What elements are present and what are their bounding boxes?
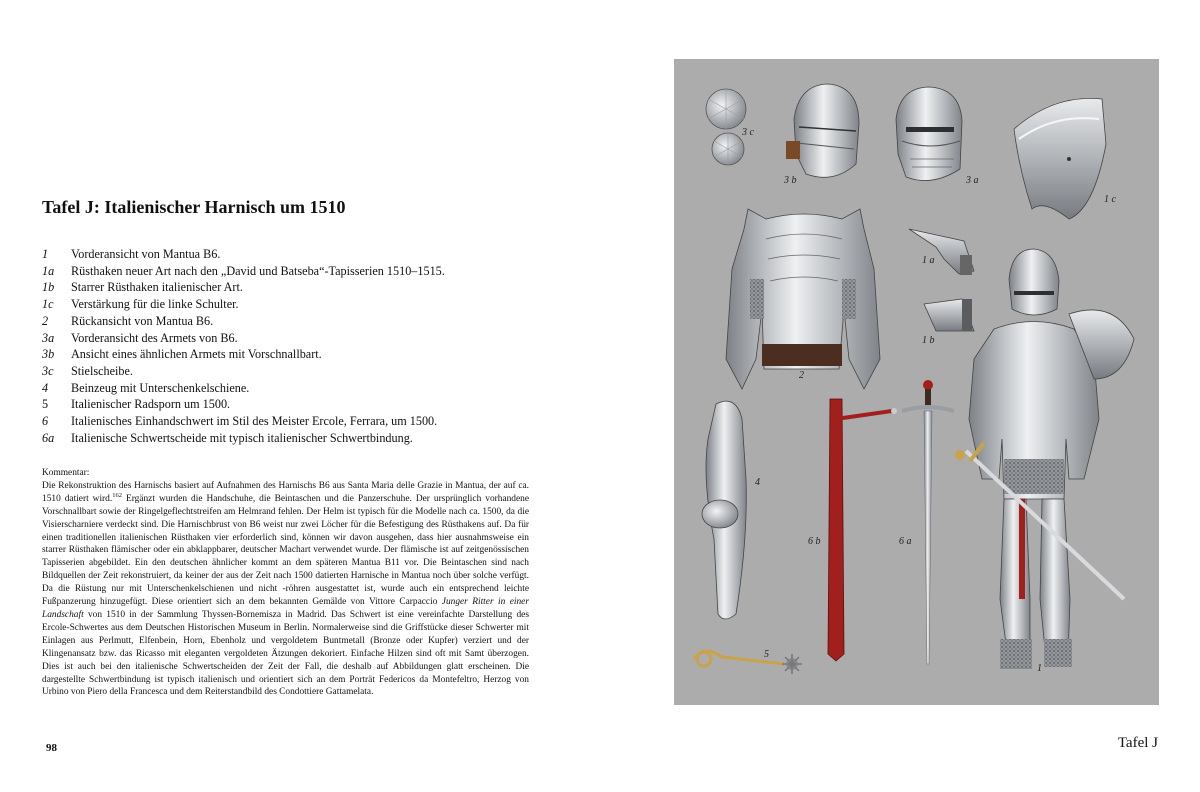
legend-key: 3a <box>42 330 55 345</box>
legend-text: Beinzeug mit Unterschenkelschiene. <box>71 380 250 395</box>
comment-block <box>42 467 529 699</box>
legend-key: 1c <box>42 297 54 312</box>
lance-rest-1a <box>909 229 974 275</box>
legend-key: 1b <box>42 280 55 295</box>
legend-text: Stielscheibe. <box>71 363 133 378</box>
legend-text: Verstärkung für die linke Schulter. <box>71 297 239 312</box>
full-armour-front-1 <box>955 249 1134 669</box>
lance-rest-1b <box>924 299 974 331</box>
legend-key: 1a <box>42 263 55 278</box>
legend-item <box>42 313 562 330</box>
label-4: 4 <box>755 477 760 488</box>
plate-caption: Tafel J <box>1117 735 1158 751</box>
legend-text: Vorderansicht des Armets von B6. <box>71 330 238 345</box>
legend-item <box>42 380 562 397</box>
label-3b: 3 b <box>784 175 797 186</box>
rondel-disc-3c <box>706 89 746 165</box>
comment-text-part3: von 1510 in der Sammlung Thyssen-Bornemisza in Madrid. Das Schwert ist eine vereinfachte Darstellung des Ercole-Schwertes aus dem Deutschen Historischen Museum in Berlin. Normalerweise sind die Griffstücke dieser Schwerter mit Einlagen aus Perlmutt, Elfenbein, Horn, Ebenholz und vergoldetem Buntmetall (Bronze oder Kupfer) verziert und der Klingenansatz bzw. das Ricasso mit eleganten vergoldeten Ätzungen dekoriert. Einfache Hilzen sind oft mit Samt überzogen. Dies ist auch bei den italienische Schwertscheiden der Zeit der Fall, die deshalb auf Abbildungen glatt erscheinen. Die dargestellte Schwertbindung ist typisch italienisch und orientiert sich an dem Porträt Federicos da Montefeltro, Herzog von Urbino von Piero della Francesca und dem Reiterstandbild des Condottiere Gattamelata. <box>42 609 529 698</box>
sword-6a <box>902 380 954 664</box>
legend-text: Rüsthaken neuer Art nach den „David und Batseba“-Tapisserien 1510–1515. <box>71 263 445 278</box>
legend-list <box>42 246 562 446</box>
label-3c: 3 c <box>742 127 754 138</box>
legend-text: Italienisches Einhandschwert im Stil des Meister Ercole, Ferrara, um 1500. <box>71 414 438 429</box>
label-2: 2 <box>799 370 804 381</box>
label-6b: 6 b <box>808 536 821 547</box>
legend-item <box>42 279 562 296</box>
legend-key: 5 <box>42 397 49 412</box>
rowel-spur-5 <box>694 651 802 674</box>
label-1c: 1 c <box>1104 194 1116 205</box>
comment-text-part2: Ergänzt wurden die Handschuhe, die Beintaschen und die Panzerschuhe. Der ursprünglich vorhandene Vorschnallbart sowie der Ringelgeflechtstreifen am Helmrand fehlen. Der Helm ist typisch für die Modelle nach ca. 1500, da die Visierscharniere verdeckt sind. Die Harnischbrust von B6 weist nur zwei Löcher für die Befestigung des Rüsthakens auf. Da für einen traditionellen italienischen Rüsthaken vier erforderlich sind, können wir davon ausgehen, dass hier ausnahmsweise ein starrer Rüsthaken flämischer oder ein abklappbarer, deutscher Machart verwendet wurde. Der flämische ist auf zeitgenössischen Tapisserien abgebildet. Ein den deutschen ähnlicher kommt an dem späteren Mantua B11 vor. Die Beintaschen sind nach Bildquellen der Zeit rekonstruiert, da keiner der aus der Zeit nach 1500 datierten Harnische in Mantua noch über solche verfügt. Da die Rüstung nur mit Unterschenkelschienen und nicht -röhren ausgestattet ist, wurde auch ein entsprechend leichte Fußpanzerung hinzugefügt. Diese orientiert sich an dem bekannten Gemälde von Vittore Carpaccio <box>42 493 529 608</box>
legend-item <box>42 296 562 313</box>
legend-text: Italienische Schwertscheide mit typisch italienischer Schwertbindung. <box>71 430 413 445</box>
legend-text: Vorderansicht von Mantua B6. <box>71 247 221 261</box>
label-1a: 1 a <box>922 255 935 266</box>
legend-key: 4 <box>42 380 49 395</box>
legend-key: 6 <box>42 414 49 429</box>
legend-item <box>42 430 562 447</box>
legend-text: Rückansicht von Mantua B6. <box>71 313 214 328</box>
legend-item <box>42 363 562 380</box>
legend-item <box>42 396 562 413</box>
legend-text: Starrer Rüsthaken italienischer Art. <box>71 280 243 295</box>
footnote-ref: 162 <box>112 491 122 499</box>
label-5: 5 <box>764 649 769 660</box>
leg-harness-4 <box>702 401 746 619</box>
label-1b: 1 b <box>922 335 935 346</box>
legend-key: 6a <box>42 430 55 445</box>
painting-title: Junger Ritter in einer Landschaft <box>42 597 529 620</box>
legend-text: Ansicht eines ähnlichen Armets mit Vorschnallbart. <box>71 347 322 362</box>
legend-item <box>42 413 562 430</box>
armour-plate-illustration <box>674 59 1159 705</box>
harness-back-view-2 <box>726 209 880 389</box>
label-3a: 3 a <box>966 175 979 186</box>
armet-helmet-3b <box>786 84 859 177</box>
legend-key: 2 <box>42 313 49 328</box>
comment-heading: Kommentar: <box>42 468 90 478</box>
legend-text: Italienischer Radsporn um 1500. <box>71 397 231 412</box>
legend-item <box>42 263 562 280</box>
legend-key: 3c <box>42 363 54 378</box>
armet-helmet-3a <box>896 87 962 181</box>
legend-item <box>42 246 562 263</box>
legend-item <box>42 346 562 363</box>
legend-key: 3b <box>42 347 55 362</box>
label-6a: 6 a <box>899 536 912 547</box>
scabbard-6b <box>828 399 897 661</box>
shoulder-reinforcement-1c <box>1014 98 1106 219</box>
legend-item <box>42 330 562 347</box>
page-number: 98 <box>46 742 57 754</box>
armour-drawings <box>674 59 1159 705</box>
comment-text-part1: Die Rekonstruktion des Harnischs basiert auf Aufnahmen des Harnischs B6 aus Santa Maria delle Grazie in Mantua, der auf ca. 1510 datiert wird. <box>42 480 529 504</box>
plate-title: Tafel J: Italienischer Harnisch um 1510 <box>42 197 346 217</box>
legend-key: 1 <box>42 247 49 261</box>
label-1: 1 <box>1037 663 1042 674</box>
